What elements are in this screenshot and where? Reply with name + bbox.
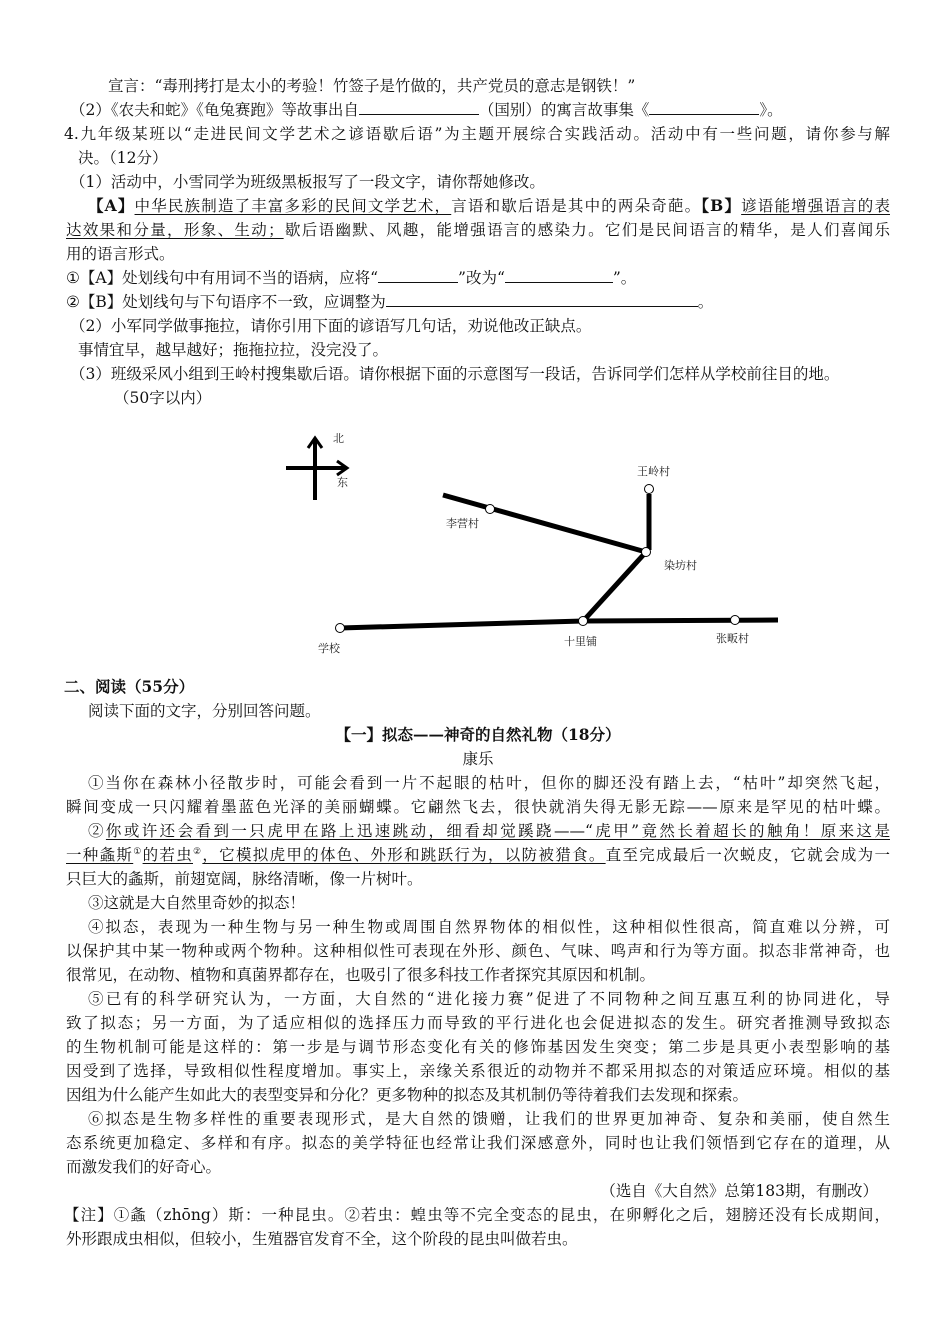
footnote-cont: 外形跟成虫相似，但较小，生殖器官发育不全，这个阶段的昆虫叫做若虫。: [66, 1230, 578, 1248]
liying-marker: [486, 505, 495, 514]
underlined-text: ，它模拟虎甲的体色、外形和跳跃行为，以防被猎食。: [202, 846, 606, 864]
shilipu-label: 十里铺: [564, 635, 597, 648]
q2-text-end: 》。: [759, 101, 783, 119]
wangling-marker: [645, 485, 654, 494]
zhangfan-label: 张畈村: [716, 632, 749, 645]
q2-text: （2）《农夫和蛇》《龟兔赛跑》等故事出自: [70, 101, 359, 119]
north-label: 北: [333, 432, 344, 445]
instruction: 阅读下面的文字，分别回答问题。: [88, 702, 321, 720]
paragraph-4-end: 很常见，在动物、植物和真菌界都存在，也吸引了很多科技工作者探究其原因和机制。: [66, 966, 656, 984]
paragraph-4: ④拟态，表现为一种生物与另一种生物或周围自然界物体的相似性，这种相似性很高，简直难以分辨，可: [88, 918, 890, 936]
passage-line-3: 用的语言形式。: [66, 245, 175, 263]
paragraph-5-cont: 致了拟态；另一方面，为了适应相似的选择压力而导致的平行进化也会促进拟态的发生。研究者推测导致拟态: [66, 1014, 890, 1032]
shilipu-marker: [579, 617, 588, 626]
paragraph-2: [66, 819, 890, 843]
liying-label: 李营村: [446, 517, 479, 530]
ranfang-marker: [642, 548, 651, 557]
item-2-text: ②【B】处划线句与下句语序不一致，应调整为: [66, 293, 386, 311]
underlined-text: 一种螽斯: [66, 846, 134, 864]
school-label: 学校: [318, 642, 340, 655]
footnote-ref-1[interactable]: ①: [133, 846, 143, 857]
zhangfan-marker: [731, 616, 740, 625]
paragraph-5-end: 因组为什么能产生如此大的表型变异和分化？更多物种的拟态及其机制仍等待着我们去发现和探索。: [66, 1086, 749, 1104]
ranfang-label: 染坊村: [664, 559, 697, 572]
proverb: 事情宜早，越早越好；拖拖拉拉，没完没了。: [78, 341, 389, 359]
item-2-end: 。: [697, 293, 714, 311]
question-4-intro: 4.九年级某班以“走进民间文学艺术之谚语歇后语”为主题开展综合实践活动。活动中有一些问题，请你参与解: [64, 125, 890, 143]
passage-text: 言语和歇后语是其中的两朵奇葩。: [451, 197, 702, 215]
east-label: 东: [337, 476, 348, 489]
q2-text-mid: （国别）的寓言故事集《: [478, 101, 650, 119]
underlined-sentence-a: 中华民族制造了丰富多彩的民间文学艺术，: [134, 197, 452, 215]
article-author: 康乐: [462, 750, 494, 768]
underlined-text: 你或许还会看到一只虎甲在路上迅速跳动，细看却觉蹊跷——“虎甲”竟然长着超长的触角！原来这是: [105, 822, 890, 840]
passage-text: 歇后语幽默、风趣，能增强语言的感染力。它们是民间语言的精华，是人们喜闻乐: [283, 221, 890, 239]
subquestion-1: （1）活动中，小雪同学为班级黑板报写了一段文字，请你帮她修改。: [70, 173, 545, 191]
road-ranfang-shilipu: [585, 552, 646, 619]
paragraph-text: 直至完成最后一次蜕皮，它就会成为一: [605, 846, 890, 864]
section-heading: 二、阅读（55分）: [64, 677, 195, 696]
source-citation: （选自《大自然》总第183期，有删改）: [600, 1182, 878, 1200]
paragraph-5-cont: 的生物机制可能是这样的：第一步是与调节形态变化有关的修饰基因发生突变；第二步是具更小表型影响的基: [66, 1038, 890, 1056]
paragraph-6: ⑥拟态是生物多样性的重要表现形式，是大自然的馈赠，让我们的世界更加神奇、复杂和美丽，使自然生: [88, 1110, 890, 1128]
paragraph-1: ①当你在森林小径散步时，可能会看到一片不起眼的枯叶，但你的脚还没有踏上去，“枯叶”却突然飞起，: [88, 774, 890, 792]
tag-a: 【A】: [88, 196, 135, 215]
wangling-label: 王岭村: [637, 465, 670, 478]
article-title: 【一】拟态——神奇的自然礼物（18分）: [335, 725, 621, 744]
item-1-end: ”。: [612, 269, 637, 287]
question-4-score: 决。（12分）: [78, 149, 168, 167]
paragraph-3: ③这就是大自然里奇妙的拟态！: [88, 894, 306, 912]
underlined-sentence-b: 谚语能增强语言的表: [741, 197, 890, 215]
paragraph-5-cont: 因受到了选择，导致相似性程度增加。事实上，亲缘关系很近的动物并不都采用拟态的对策适应环境。相似的基: [66, 1062, 890, 1080]
paragraph-5: ⑤已有的科学研究认为，一方面，大自然的“进化接力赛”促进了不同物种之间互惠互利的协同进化，导: [88, 990, 890, 1008]
road-school-shilipu: [340, 621, 583, 628]
part2-reading: [66, 675, 890, 1251]
word-limit: （50字以内）: [114, 389, 212, 407]
subquestion-2: （2）小军同学做事拖拉，请你引用下面的谚语写几句话，劝说他改正缺点。: [70, 317, 592, 335]
road-shilipu-east: [583, 620, 778, 621]
paragraph-6-end: 而激发我们的好奇心。: [66, 1158, 222, 1176]
item-1-mid: ”改为“: [458, 269, 505, 287]
school-marker: [336, 624, 345, 633]
paragraph-2-cont: [66, 843, 890, 867]
paragraph-6-cont: 态系统更加稳定、多样和有序。拟态的美学特征也经常让我们深感意外，同时也让我们领悟到它存在的道理，从: [66, 1134, 890, 1152]
item-1-text: ①【A】处划线句中有用词不当的语病，应将“: [66, 269, 379, 287]
roads: [340, 494, 778, 628]
declaration-line: 宣言：“毒刑拷打是太小的考验！竹签子是竹做的，共产党员的意志是钢铁！”: [108, 77, 636, 95]
tag-b: 【B】: [701, 196, 742, 215]
subquestion-3: （3）班级采风小组到王岭村搜集歇后语。请你根据下面的示意图写一段话，告诉同学们怎样从学校前往目的地。: [70, 365, 840, 383]
paragraph-2-end: 只巨大的螽斯，前翅宽阔，脉络清晰，像一片树叶。: [66, 870, 423, 888]
underlined-text: 的若虫: [142, 846, 193, 864]
footnote: 【注】①螽（zhōng）斯：一种昆虫。②若虫：蝗虫等不完全变态的昆虫，在卵孵化之后，翅膀还没有长成期间，: [64, 1206, 890, 1224]
paragraph-number: ②: [88, 822, 106, 840]
compass: [286, 432, 348, 500]
underlined-sentence-b-cont: 达效果和分量，形象、生动；: [66, 221, 284, 239]
paragraph-1-cont: 瞬间变成一只闪耀着墨蓝色光泽的美丽蝴蝶。它翩然飞去，很快就消失得无影无踪——原来是罕见的枯叶蝶。: [66, 798, 890, 816]
footnote-ref-2[interactable]: ②: [193, 846, 203, 857]
paragraph-4-cont: 以保护其中某一物种或两个物种。这种相似性可表现在外形、颜色、气味、鸣声和行为等方面。拟态非常神奇，也: [66, 942, 890, 960]
